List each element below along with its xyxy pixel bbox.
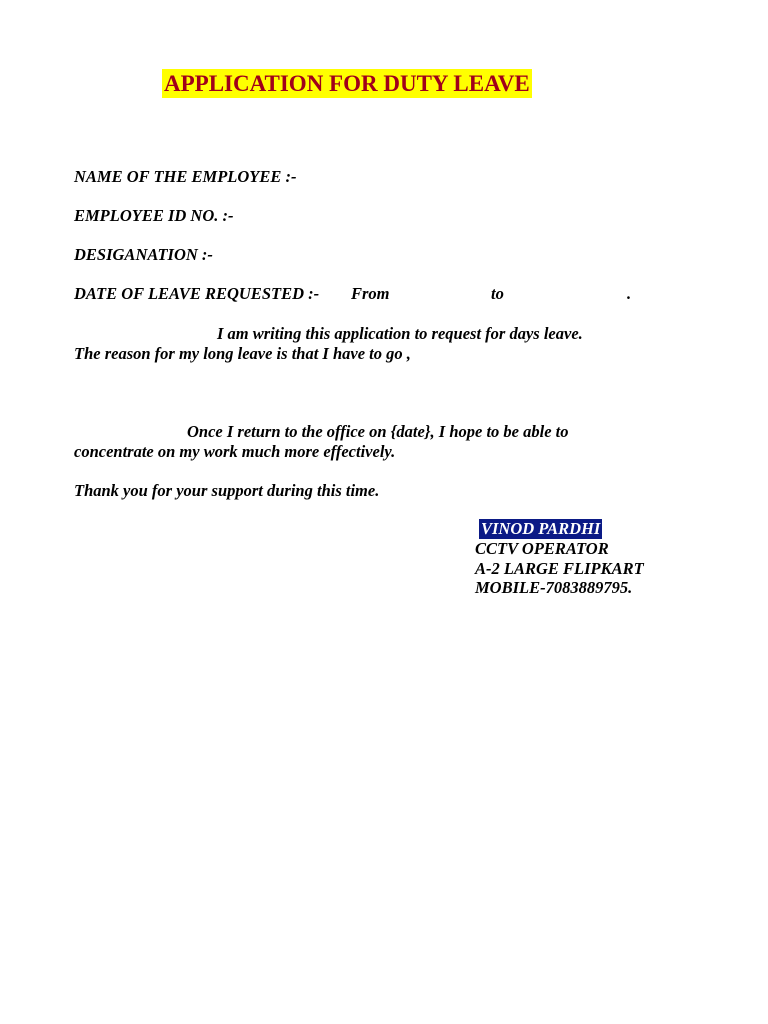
end-dot: . — [627, 284, 632, 303]
signature-mobile: MOBILE-7083889795. — [475, 578, 633, 597]
thanks-line: Thank you for your support during this time. — [74, 481, 380, 500]
signature-role: CCTV OPERATOR — [475, 539, 609, 558]
paragraph-2-line-1: Once I return to the office on {date}, I hope to be able to — [187, 422, 569, 441]
leave-date-label: DATE OF LEAVE REQUESTED :- — [74, 284, 320, 303]
document-title: APPLICATION FOR DUTY LEAVE — [164, 71, 530, 96]
signature-location: A-2 LARGE FLIPKART — [475, 559, 644, 578]
designation-label: DESIGANATION :- — [74, 245, 213, 264]
signature-name: VINOD PARDHI — [481, 519, 601, 538]
employee-id-label: EMPLOYEE ID NO. :- — [74, 206, 234, 225]
paragraph-1-line-1: I am writing this application to request for days leave. — [217, 324, 583, 343]
employee-name-label: NAME OF THE EMPLOYEE :- — [74, 167, 297, 186]
to-label: to — [491, 284, 504, 303]
from-label: From — [351, 284, 390, 303]
paragraph-1-line-2: The reason for my long leave is that I have to go , — [74, 344, 411, 363]
paragraph-2-line-2: concentrate on my work much more effectively. — [74, 442, 396, 461]
